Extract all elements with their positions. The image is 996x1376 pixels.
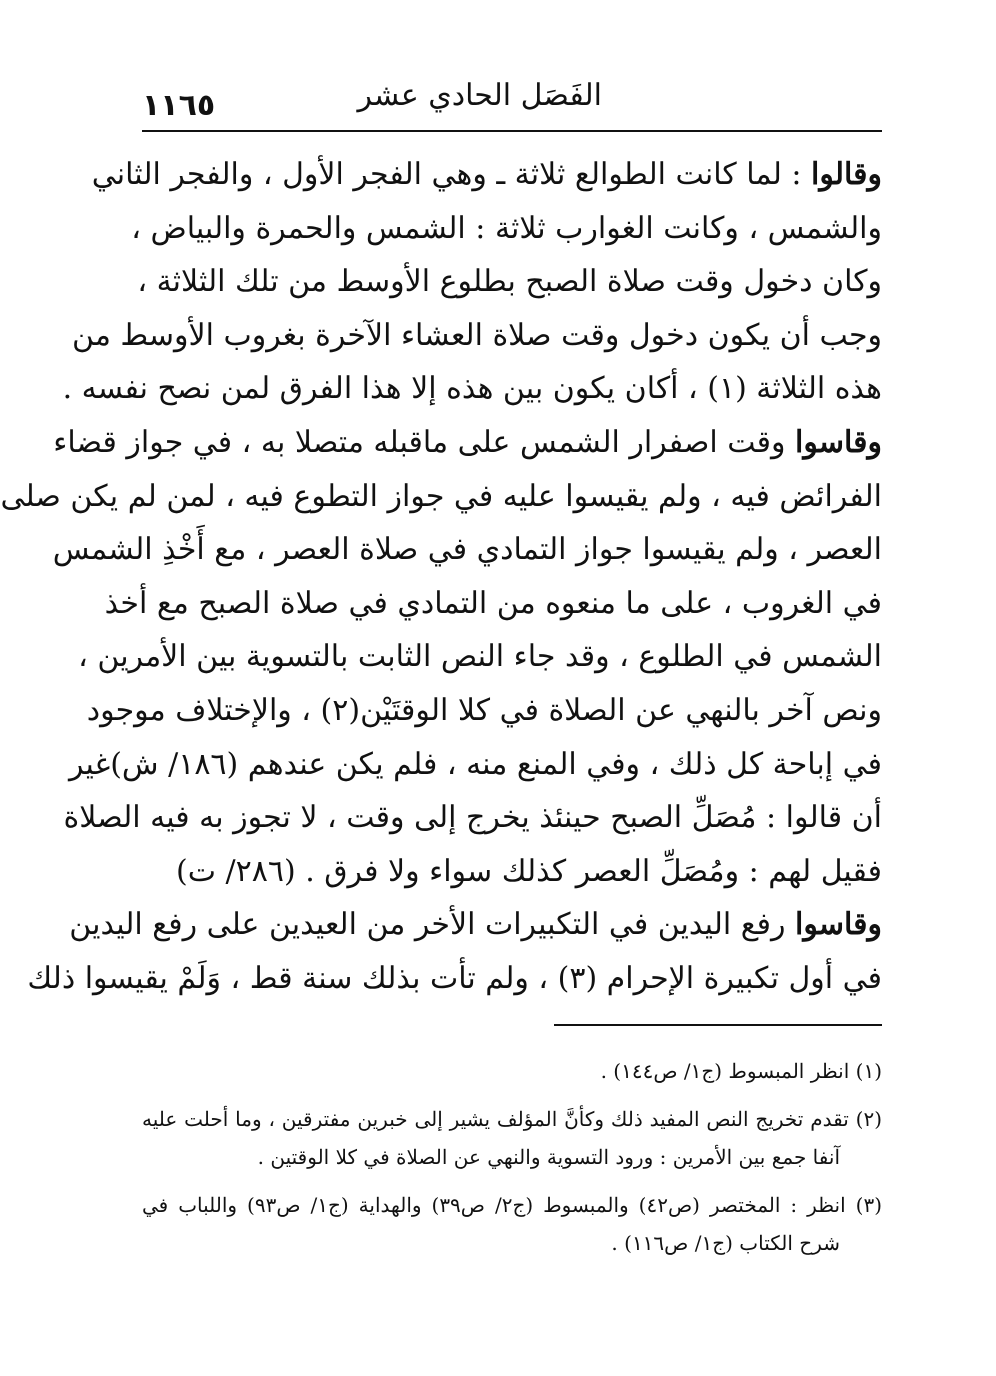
- footnotes: [142, 1052, 882, 1262]
- running-header: [142, 70, 882, 130]
- text-line: الشمس في الطلوع ، وقد جاء النص الثابت بالتسوية بين الأمرين ،: [78, 639, 882, 675]
- text-line: والشمس ، وكانت الغوارب ثلاثة : الشمس والحمرة والبياض ،: [131, 210, 882, 246]
- text-line: الفرائض فيه ، ولم يقيسوا عليه في جواز التطوع فيه ، لمن لم يكن صلى: [0, 478, 882, 514]
- paragraph-lead-word: وقالوا: [811, 157, 882, 192]
- footnote-line: (٢) تقدم تخريج النص المفيد ذلك وكأنَّ المؤلف يشير إلى خبرين مفترقين ، وما أحلت عليه: [142, 1107, 882, 1131]
- text-segment: وقت اصفرار الشمس على ماقبله متصلا به ، في جواز قضاء: [53, 424, 796, 460]
- text-line: في إباحة كل ذلك ، وفي المنع منه ، فلم يكن عندهم (١٨٦/ ش)غير: [68, 746, 882, 782]
- text-line: [91, 148, 882, 202]
- footnote-1: [142, 1052, 882, 1090]
- footnote-3: [142, 1186, 882, 1262]
- text-line: أن قالوا : مُصَلِّ الصبح حينئذ يخرج إلى وقت ، لا تجوز به فيه الصلاة: [63, 800, 882, 836]
- text-line: في الغروب ، على ما منعوه من التمادي في صلاة الصبح مع أخذ: [104, 585, 882, 621]
- footnote-gap: [142, 1090, 882, 1100]
- paragraph-1: [62, 148, 882, 416]
- text-line: [69, 898, 882, 952]
- text-line: فقيل لهم : ومُصَلِّ العصر كذلك سواء ولا فرق . (٢٨٦/ ت): [176, 853, 882, 889]
- text-line: وكان دخول وقت صلاة الصبح بطلوع الأوسط من تلك الثلاثة ،: [137, 264, 882, 300]
- footnote-gap: [142, 1176, 882, 1186]
- page-number: ١١٦٥: [142, 88, 216, 123]
- paragraph-3: [27, 898, 882, 1005]
- text-line: وجب أن يكون دخول وقت صلاة العشاء الآخرة بغروب الأوسط من: [71, 317, 882, 353]
- footnote-divider: [554, 1024, 882, 1026]
- text-line: ونص آخر بالنهي عن الصلاة في كلا الوقتَيْن(٢) ، والإختلاف موجود: [86, 692, 882, 728]
- text-line: العصر ، ولم يقيسوا جواز التمادي في صلاة العصر ، مع أَخْذِ الشمس: [52, 532, 882, 568]
- text-line: هذه الثلاثة (١) ، أكان يكون بين هذه إلا هذا الفرق لمن نصح نفسه .: [62, 371, 882, 407]
- text-segment: : لما كانت الطوالع ثلاثة ـ وهي الفجر الأول ، والفجر الثاني: [91, 157, 812, 192]
- main-text: [0, 148, 882, 1006]
- text-segment: رفع اليدين في التكبيرات الأخر من العيدين على رفع اليدين: [69, 907, 796, 943]
- chapter-title: الفَصَل الحادي عشر: [357, 78, 602, 113]
- footnote-line: آنفا جمع بين الأمرين : ورود التسوية والنهي عن الصلاة في كلا الوقتين .: [257, 1145, 840, 1169]
- text-line: في أول تكبيرة الإحرام (٣) ، ولم تأت بذلك سنة قط ، وَلَمْ يقيسوا ذلك: [27, 960, 882, 996]
- footnote-line: شرح الكتاب (ج١/ ص١١٦) .: [611, 1231, 840, 1255]
- footnote-line: (٣) انظر : المختصر (ص٤٢) والمبسوط (ج٢/ ص٣٩) والهداية (ج١/ ص٩٣) واللباب في: [142, 1193, 883, 1217]
- header-divider: [142, 130, 882, 132]
- footnote-line: (١) انظر المبسوط (ج١/ ص١٤٤) .: [600, 1059, 882, 1083]
- paragraph-lead-word: وقاسوا: [795, 907, 882, 943]
- text-line: [53, 416, 882, 470]
- paragraph-2: [0, 416, 882, 898]
- footnote-2: [142, 1100, 882, 1176]
- paragraph-lead-word: وقاسوا: [795, 424, 882, 460]
